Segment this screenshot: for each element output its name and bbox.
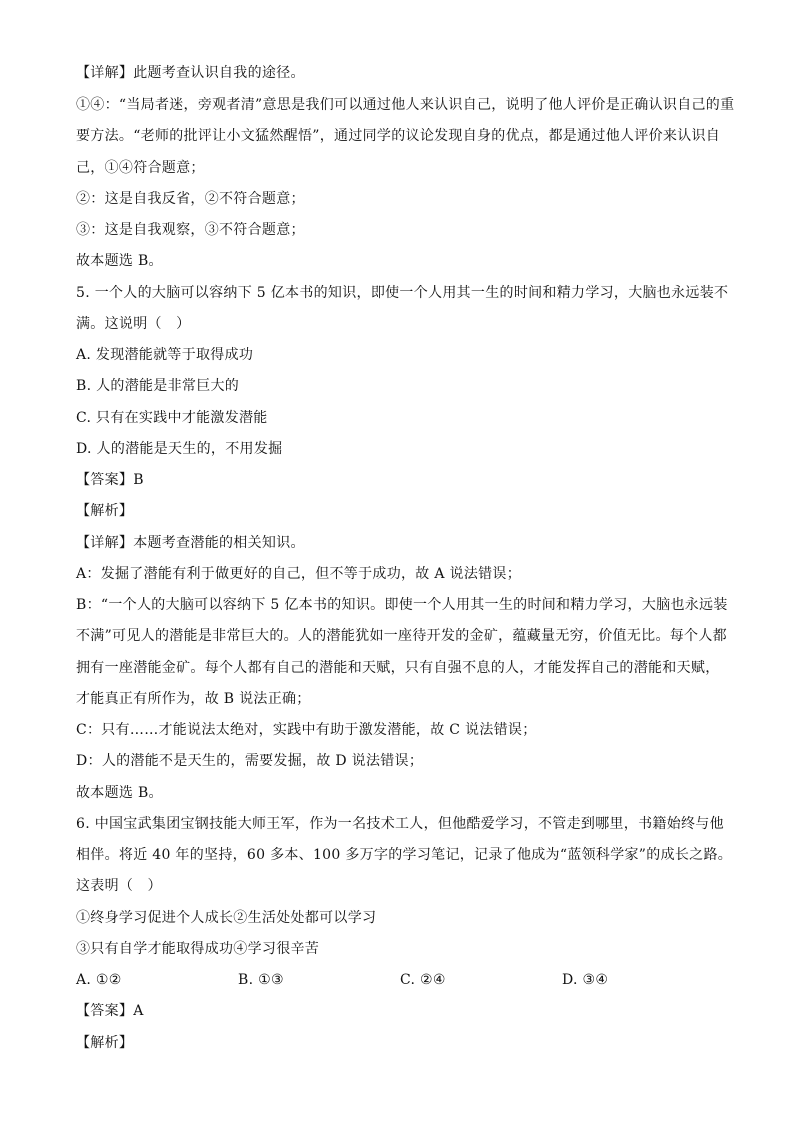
text-line: B：“一个人的大脑可以容纳下 5 亿本书的知识。即使一个人用其一生的时间和精力学习，大脑也永远装 (76, 597, 728, 613)
question-5-stem: 5. 一个人的大脑可以容纳下 5 亿本书的知识，即使一个人用其一生的时间和精力学习，大脑也永远装不 (76, 285, 729, 301)
text-line: A：发掘了潜能有利于做更好的自己，但不等于成功，故 A 说法错误； (76, 566, 522, 582)
option-d: D. ③④ (562, 972, 609, 988)
option-c: C. ②④ (400, 972, 446, 988)
text-line: C：只有……才能说法太绝对，实践中有助于激发潜能，故 C 说法错误； (76, 722, 537, 738)
question-5-stem: 满。这说明（ ） (76, 316, 191, 332)
text-line: 【详解】此题考查认识自我的途径。 (76, 65, 305, 81)
text-line: 【详解】本题考查潜能的相关知识。 (76, 535, 305, 551)
analysis-label: 【解析】 (76, 1035, 134, 1051)
text-line: D：人的潜能不是天生的，需要发掘，故 D 说法错误； (76, 753, 424, 769)
question-6-stem: 6. 中国宝武集团宝钢技能大师王军，作为一名技术工人，但他酷爱学习，不管走到哪里，书籍始终与他 (76, 816, 724, 832)
text-line: 才能真正有所作为，故 B 说法正确； (76, 691, 311, 707)
question-6-statements: ①终身学习促进个人成长②生活处处都可以学习 (76, 910, 377, 926)
answer-label: 【答案】A (76, 1003, 144, 1019)
answer-label: 【答案】B (76, 472, 144, 488)
text-line: 拥有一座潜能金矿。每个人都有自己的潜能和天赋，只有自强不息的人，才能发挥自己的潜能和天赋， (76, 660, 720, 676)
text-line: ①④：“当局者迷，旁观者清”意思是我们可以通过他人来认识自己，说明了他人评价是正确认识自己的重 (76, 97, 735, 113)
text-line: ②：这是自我反省，②不符合题意； (76, 191, 305, 207)
text-line: 要方法。“老师的批评让小文猛然醒悟”，通过同学的议论发现自身的优点，都是通过他人评价来认识自 (76, 128, 721, 144)
question-6-statements: ③只有自学才能取得成功④学习很辛苦 (76, 941, 320, 957)
text-line: ③：这是自我观察，③不符合题意； (76, 222, 305, 238)
option-a: A. 发现潜能就等于取得成功 (76, 347, 254, 363)
option-d: D. 人的潜能是天生的，不用发掘 (76, 441, 283, 457)
text-line: 故本题选 B。 (76, 785, 163, 801)
option-b: B. ①③ (238, 972, 284, 988)
question-6-stem: 相伴。将近 40 年的坚持，60 多本、100 多万字的学习笔记，记录了他成为“蓝领科学家”的成长之路。 (76, 847, 733, 863)
analysis-label: 【解析】 (76, 503, 134, 519)
option-b: B. 人的潜能是非常巨大的 (76, 378, 240, 394)
text-line: 不满”可见人的潜能是非常巨大的。人的潜能犹如一座待开发的金矿，蕴藏量无穷，价值无比。每个人都 (76, 628, 727, 644)
question-6-options (76, 970, 608, 990)
question-6-stem: 这表明（ ） (76, 878, 162, 894)
option-a: A. ①② (76, 972, 122, 988)
text-line: 己，①④符合题意； (76, 160, 205, 176)
text-line: 故本题选 B。 (76, 253, 163, 269)
option-c: C. 只有在实践中才能激发潜能 (76, 410, 268, 426)
